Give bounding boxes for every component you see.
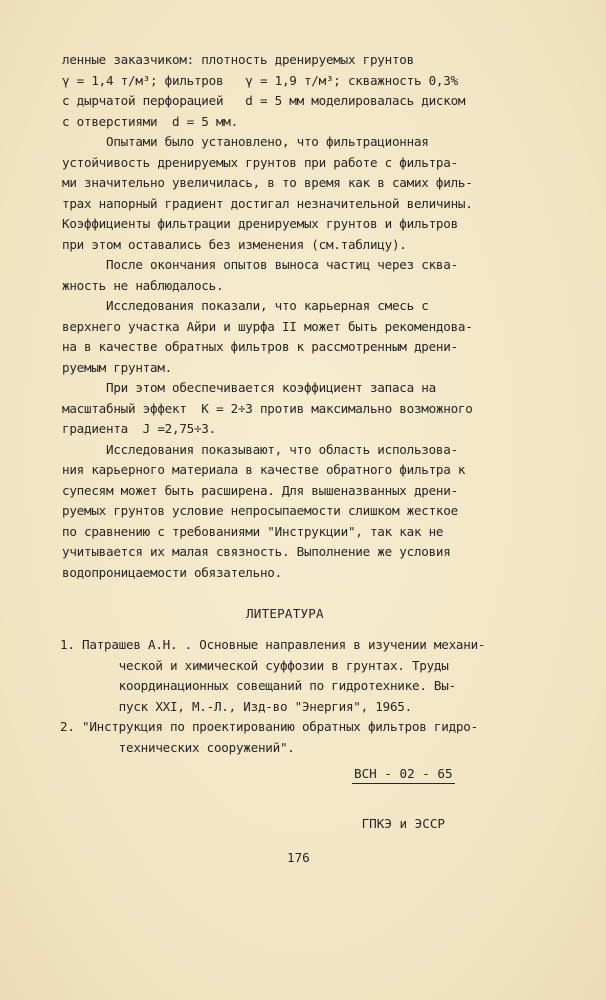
body-line: Опытами было установлено, что фильтрационная xyxy=(62,134,429,149)
body-line: руемых грунтов условие непросыпаемости слишком жесткое xyxy=(62,503,458,518)
literature-line: пуск XXI, М.-Л., Изд-во "Энергия", 1965. xyxy=(60,698,412,714)
page-number: 176 xyxy=(287,850,310,865)
body-line: руемым грунтам. xyxy=(62,359,172,375)
body-line: с дырчатой перфорацией d = 5 мм моделировалась диском xyxy=(62,93,466,108)
body-line: учитывается их малая связность. Выполнение же условия xyxy=(62,544,451,559)
literature-line: 2. "Инструкция по проектированию обратных фильтров гидро- xyxy=(60,719,478,734)
body-line: при этом оставались без изменения (см.таблицу). xyxy=(62,236,407,252)
body-line: После окончания опытов выноса частиц через сква- xyxy=(62,257,458,272)
literature-line: технических сооружений". xyxy=(60,739,295,755)
body-line: по сравнению с требованиями "Инструкции", так как не xyxy=(62,523,444,539)
body-line: Коэффициенты фильтрации дренируемых грунтов и фильтров xyxy=(62,216,458,231)
body-line: γ = 1,4 т/м³; фильтров γ = 1,9 т/м³; скважность 0,3% xyxy=(62,72,458,88)
literature-line: ческой и химической суффозии в грунтах. Труды xyxy=(60,657,449,673)
body-line: ленные заказчиком: плотность дренируемых грунтов xyxy=(62,52,414,67)
standard-code-numerator: ВСН - 02 - 65 xyxy=(352,766,455,784)
body-line: верхнего участка Айри и шурфа II может быть рекомендова- xyxy=(62,318,473,334)
body-line: масштабный эффект K = 2÷3 против максимально возможного xyxy=(62,400,473,416)
body-line: ния карьерного материала в качестве обратного фильтра к xyxy=(62,462,466,477)
body-line: ми значительно увеличилась, в то время как в самих филь- xyxy=(62,175,473,190)
body-line: жность не наблюдалось. xyxy=(62,277,224,293)
standard-code-fraction xyxy=(352,734,455,864)
body-line: Исследования показали, что карьерная смесь с xyxy=(62,298,429,313)
standard-code-denominator: ГПКЭ и ЭССР xyxy=(361,816,445,831)
body-line: градиента J =2,75÷3. xyxy=(62,421,216,436)
literature-line: координационных совещаний по гидротехнике. Вы- xyxy=(60,678,456,693)
literature-line: 1. Патрашев А.Н. . Основные направления в изучении механи- xyxy=(60,637,486,652)
body-line: Исследования показывают, что область использова- xyxy=(62,441,458,457)
body-line: устойчивость дренируемых грунтов при работе с фильтра- xyxy=(62,154,458,170)
literature-heading: ЛИТЕРАТУРА xyxy=(246,606,324,621)
body-line: супесям может быть расширена. Для вышеназванных дрени- xyxy=(62,482,458,498)
body-line: водопроницаемости обязательно. xyxy=(62,564,282,580)
body-line: При этом обеспечивается коэффициент запаса на xyxy=(62,380,436,395)
body-line: с отверстиями d = 5 мм. xyxy=(62,113,238,129)
body-line: на в качестве обратных фильтров к рассмотренным дрени- xyxy=(62,339,458,354)
body-line: трах напорный градиент достигал незначительной величины. xyxy=(62,195,473,211)
